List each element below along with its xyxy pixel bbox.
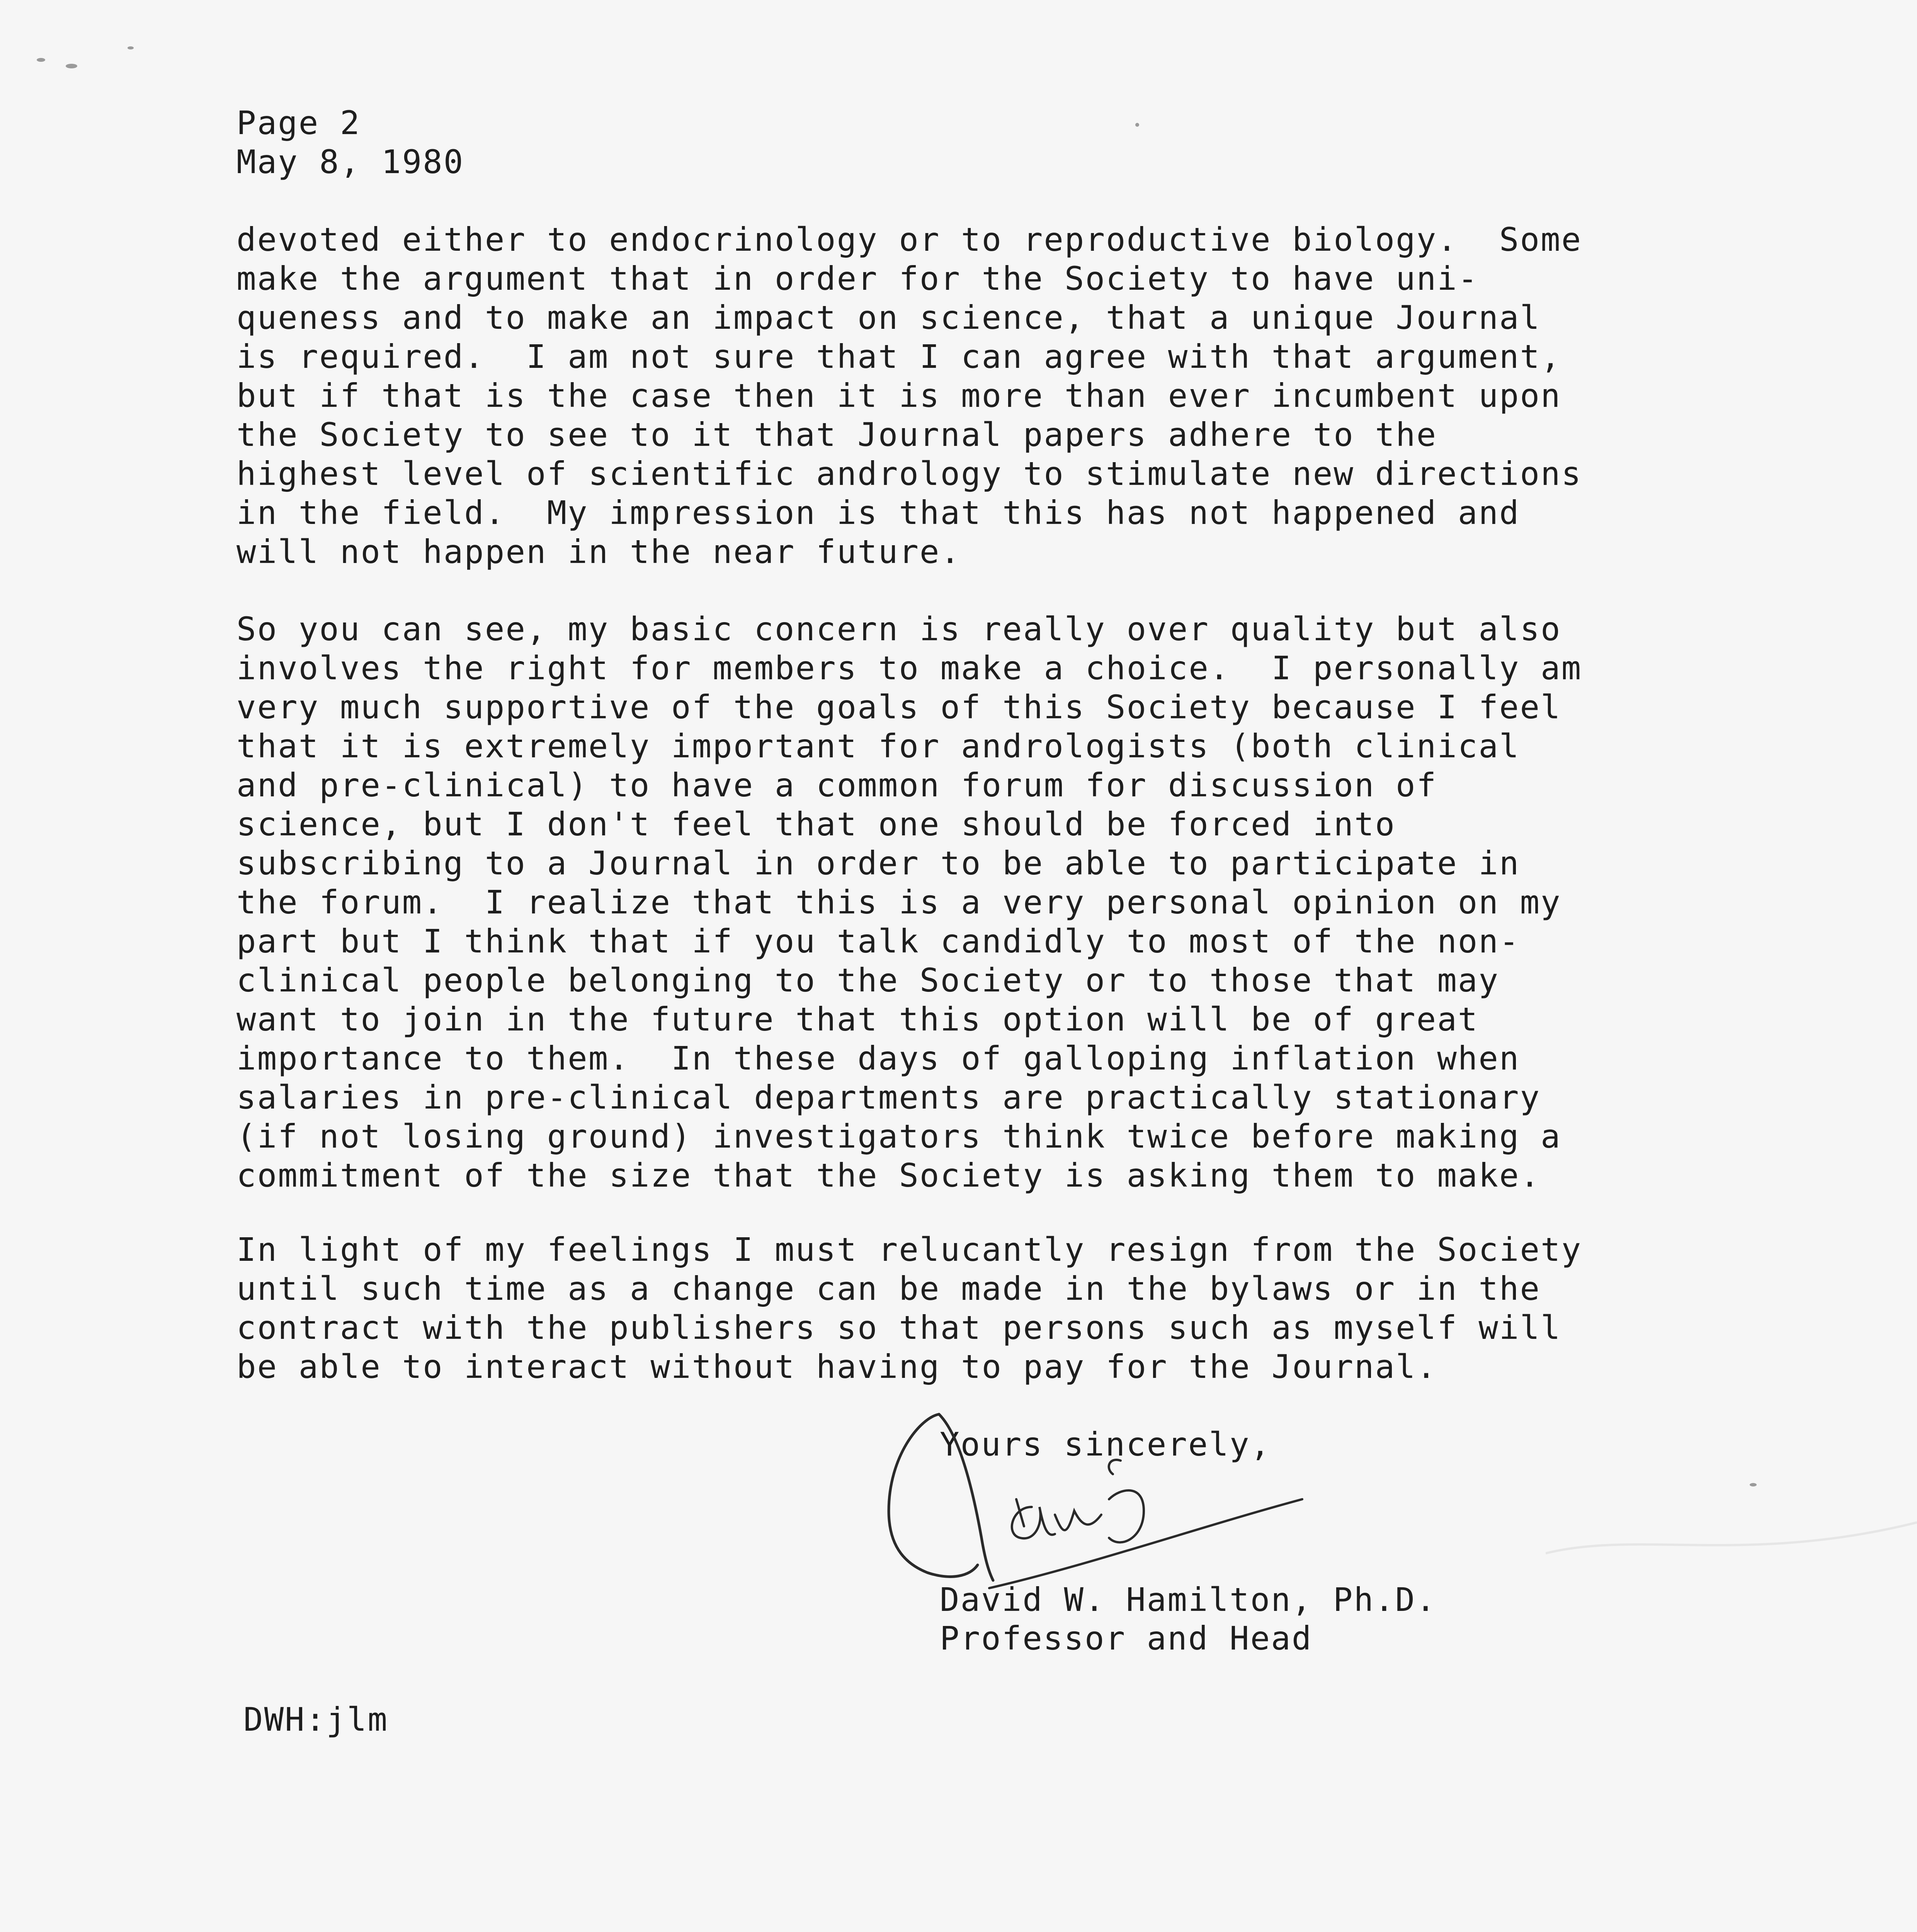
text-line: part but I think that if you talk candidly to most of the non-	[236, 922, 1520, 960]
text-line: will not happen in the near future.	[236, 533, 961, 571]
signatory-name: David W. Hamilton, Ph.D.	[940, 1581, 1437, 1619]
text-line: the Society to see to it that Journal papers adhere to the	[236, 416, 1437, 454]
paper-speck	[1750, 1483, 1757, 1486]
text-line: (if not losing ground) investigators think twice before making a	[236, 1117, 1561, 1155]
text-line: highest level of scientific andrology to stimulate new directions	[236, 455, 1582, 493]
text-line: is required. I am not sure that I can agree with that argument,	[236, 338, 1561, 376]
text-line: the forum. I realize that this is a very personal opinion on my	[236, 883, 1561, 921]
letter-paragraph-3	[236, 1230, 1582, 1386]
text-line: importance to them. In these days of galloping inflation when	[236, 1039, 1520, 1077]
text-line: but if that is the case then it is more than ever incumbent upon	[236, 377, 1561, 415]
text-line: contract with the publishers so that persons such as myself will	[236, 1309, 1561, 1347]
text-line: subscribing to a Journal in order to be able to participate in	[236, 844, 1520, 882]
text-line: queness and to make an impact on science, that a unique Journal	[236, 299, 1541, 337]
text-line: be able to interact without having to pay for the Journal.	[236, 1348, 1437, 1386]
text-line: salaries in pre-clinical departments are practically stationary	[236, 1078, 1541, 1116]
text-line: in the field. My impression is that this has not happened and	[236, 494, 1520, 532]
closing-salutation: Yours sincerely,	[940, 1425, 1271, 1463]
paper-fold-mark	[1546, 1507, 1917, 1607]
text-line: want to join in the future that this option will be of great	[236, 1000, 1479, 1038]
text-line: that it is extremely important for andrologists (both clinical	[236, 727, 1520, 765]
text-line: devoted either to endocrinology or to reproductive biology. Some	[236, 221, 1582, 259]
paper-speck	[128, 46, 134, 49]
paper-speck	[66, 64, 77, 68]
text-line: involves the right for members to make a choice. I personally am	[236, 649, 1582, 687]
page-number: Page 2	[236, 104, 361, 142]
text-line: So you can see, my basic concern is really over quality but also	[236, 610, 1561, 648]
text-line: clinical people belonging to the Society or to those that may	[236, 961, 1499, 999]
letter-paragraph-1	[236, 220, 1582, 571]
text-line: until such time as a change can be made in the bylaws or in the	[236, 1270, 1541, 1308]
letter-paragraph-2	[236, 610, 1582, 1195]
text-line: commitment of the size that the Society is asking them to make.	[236, 1156, 1541, 1194]
signatory-title: Professor and Head	[940, 1619, 1313, 1657]
text-line: In light of my feelings I must relucantly resign from the Society	[236, 1231, 1582, 1269]
text-line: science, but I don't feel that one should be forced into	[236, 805, 1396, 843]
text-line: and pre-clinical) to have a common forum for discussion of	[236, 766, 1437, 804]
letter-header	[236, 104, 464, 182]
text-line: very much supportive of the goals of this Society because I feel	[236, 688, 1561, 726]
text-line: make the argument that in order for the Society to have uni-	[236, 260, 1479, 298]
paper-speck	[37, 58, 45, 62]
typist-initials: DWH:jlm	[243, 1701, 389, 1738]
paper-speck	[1135, 123, 1139, 127]
letter-date: May 8, 1980	[236, 143, 464, 181]
